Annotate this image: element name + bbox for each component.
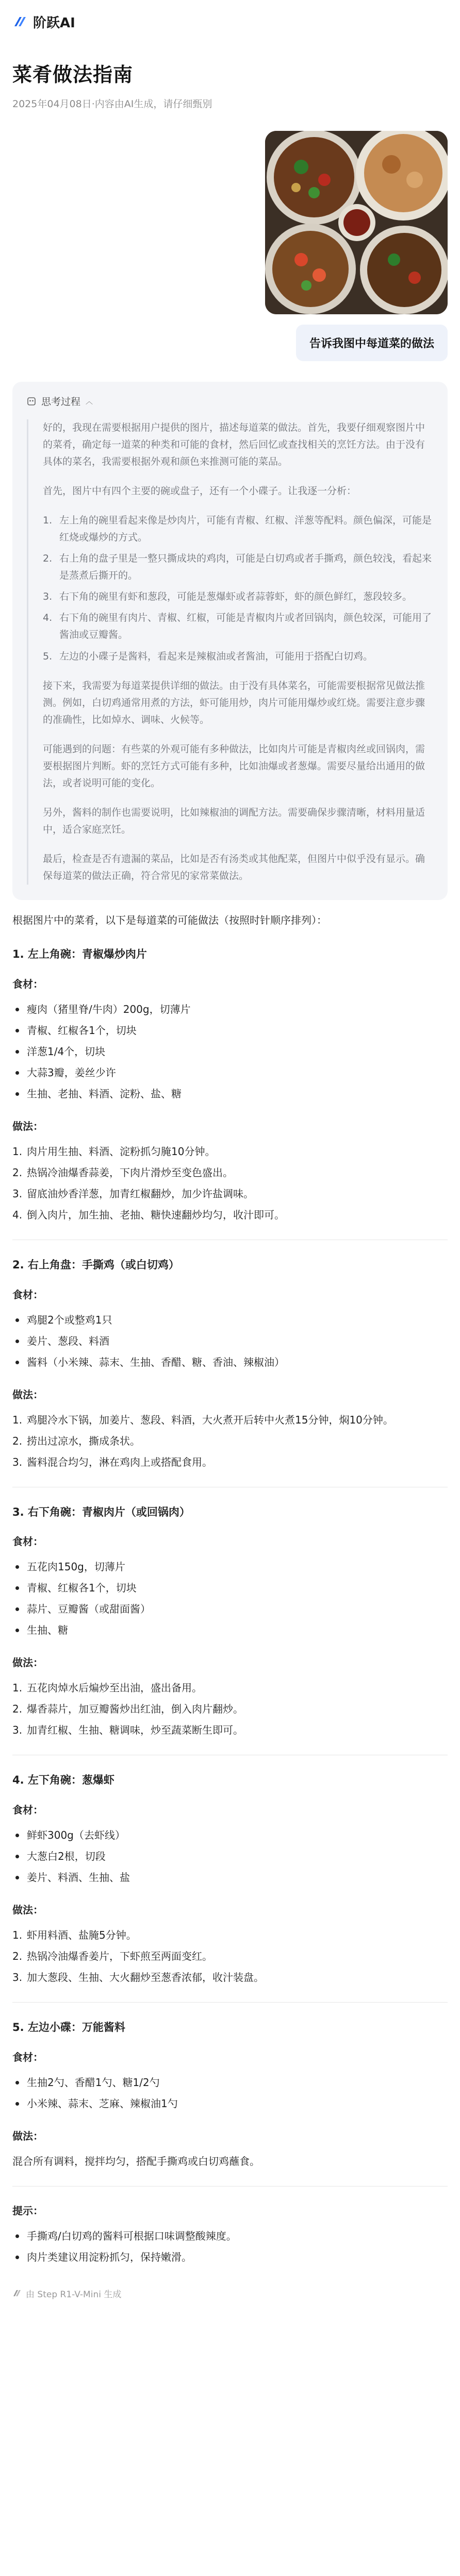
recipe-section [12,1503,448,1740]
tips-list [12,2227,448,2266]
divider [12,2002,448,2003]
list-number: 3. [12,1455,23,1468]
ingredients-label: 食材： [12,1288,43,1301]
list-item [12,1411,448,1429]
list-item: 青椒、红椒各1个，切块 [12,1579,448,1597]
thinking-paragraph: 好的，我现在需要根据用户提供的图片，描述每道菜的做法。首先，我要仔细观察图片中的菜肴，确定每一道菜的种类和可能的食材，然后回忆或查找相关的烹饪方法。由于没有具体的菜名，我需要根据外观和颜色来推测可能的菜品。 [43,422,425,468]
steps-list [12,1143,448,1224]
thinking-list [43,512,433,665]
list-text: 留底油炒香洋葱，加青红椒翻炒，加少许盐调味。 [27,1187,254,1200]
list-number: 1. [12,1929,23,1942]
thinking-paragraph: 接下来，我需要为每道菜提供详细的做法。由于没有具体菜名，可能需要根据常见做法推测。例如，白切鸡通常用煮的方法，虾可能用炒，肉片可能用爆炒或红烧。需要注意步骤的准确性，比如焯水、调味、火候等。 [43,680,425,725]
list-text: 左边的小碟子是酱料，看起来是辣椒油或者酱油，可能用于搭配白切鸡。 [59,650,373,662]
list-text: 热锅冷油爆香姜片，下虾煎至两面变红。 [27,1950,212,1963]
list-text: 右下角的碗里有肉片、青椒、红椒，可能是青椒肉片或者回锅肉，颜色较深，可能用了酱油或豆瓣酱。 [59,612,432,641]
list-number: 1. [12,1682,23,1694]
step-logo-icon [12,2289,22,2298]
list-number: 5. [43,650,53,662]
recipe-title: 4. 左下角碗：葱爆虾 [12,1774,114,1787]
list-text: 捞出过凉水，撕成条状。 [27,1434,140,1447]
thinking-paragraph: 首先，图片中有四个主要的碗或盘子，还有一个小碟子。让我逐一分析： [43,485,357,497]
steps-list [12,1679,448,1739]
thinking-paragraph: 另外，酱料的制作也需要说明，比如辣椒油的调配方法。需要确保步骤清晰，材料用量适中，适合家庭烹饪。 [43,806,425,835]
list-number: 3. [12,1971,23,1984]
thinking-paragraph: 可能遇到的问题：有些菜的外观可能有多种做法，比如肉片可能是青椒肉丝或回锅肉，需要根据图片判断。虾的烹饪方式可能有多种，比如油爆或者葱爆。需要尽量给出通用的做法，或者说明可能的变化。 [43,743,425,789]
brand-header[interactable] [12,0,448,39]
recipe-section [12,945,448,1224]
brand-name: 阶跃AI [33,15,75,31]
ingredients-list [12,1558,448,1639]
thinking-panel [12,382,448,900]
list-item: 蒜片、豆瓣酱（或甜面酱） [12,1600,448,1618]
recipe-title: 3. 右下角碗：青椒肉片（或回锅肉） [12,1505,190,1518]
list-text: 酱料混合均匀，淋在鸡肉上或搭配食用。 [27,1455,212,1468]
brand-logo-icon [12,14,28,29]
list-item [43,648,433,665]
list-number: 2. [43,553,53,565]
ingredients-label: 食材： [12,977,43,990]
recipe-section [12,1256,448,1471]
list-item: 生抽、老抽、料酒、淀粉、盐、糖 [12,1085,448,1103]
steps-text: 混合所有调料，搅拌均匀，搭配手撕鸡或白切鸡蘸食。 [12,2155,260,2167]
tips-section [12,2202,448,2266]
list-item [43,609,433,643]
recipe-title: 1. 左上角碗：青椒爆炒肉片 [12,948,147,961]
list-item [12,1143,448,1161]
list-number: 2. [12,1166,23,1179]
list-text: 加青红椒、生抽、糖调味，炒至蔬菜断生即可。 [27,1724,243,1737]
list-text: 加大葱段、生抽、大火翻炒至葱香浓郁，收汁装盘。 [27,1971,264,1984]
list-item: 洋葱1/4个，切块 [12,1043,448,1061]
list-number: 3. [43,591,53,603]
list-item [43,550,433,584]
food-photo[interactable] [265,131,448,314]
list-text: 左上角的碗里看起来像是炒肉片，可能有青椒、红椒、洋葱等配料。颜色偏深，可能是红烧或爆炒的方式。 [59,515,432,544]
ingredients-label: 食材： [12,1804,43,1817]
steps-label: 做法： [12,1904,43,1917]
list-text: 五花肉焯水后煸炒至出油，盛出备用。 [27,1682,202,1694]
steps-list [12,1411,448,1471]
recipe-section [12,2018,448,2171]
steps-label: 做法： [12,1388,43,1401]
list-text: 右下角的碗里有虾和葱段，可能是葱爆虾或者蒜蓉虾，虾的颜色鲜红，葱段较多。 [59,591,413,603]
answer-intro: 根据图片中的菜肴，以下是每道菜的可能做法（按照时针顺序排列）： [12,914,327,927]
list-item [12,1206,448,1224]
list-item: 姜片、料酒、生抽、盐 [12,1869,448,1887]
list-text: 热锅冷油爆香蒜姜，下肉片滑炒至变色盛出。 [27,1166,233,1179]
ingredients-label: 食材： [12,1535,43,1548]
list-text: 肉片用生抽、料酒、淀粉抓匀腌10分钟。 [27,1145,216,1158]
ingredients-list [12,2074,448,2113]
list-item: 姜片、葱段、料酒 [12,1332,448,1350]
list-item [12,1721,448,1739]
list-text: 倒入肉片，加生抽、老抽、糖快速翻炒均匀，收汁即可。 [27,1208,285,1221]
answer-body [12,911,448,2266]
thinking-icon [27,397,36,406]
footer [12,2287,448,2300]
list-number: 1. [12,1413,23,1426]
divider [12,2186,448,2187]
list-item [43,588,433,605]
list-item [12,1432,448,1450]
list-item: 瘦肉（猪里脊/牛肉）200g，切薄片 [12,1001,448,1019]
user-message-text: 告诉我图中每道菜的做法 [296,325,448,361]
footer-text: 由 Step R1-V-Mini 生成 [26,2289,122,2300]
list-item: 鲜虾300g（去虾线） [12,1826,448,1844]
list-item [12,1926,448,1944]
list-number: 4. [12,1208,23,1221]
list-item: 大葱白2根，切段 [12,1848,448,1866]
list-item [12,1185,448,1203]
list-item: 酱料（小米辣、蒜末、生抽、香醋、糖、香油、辣椒油） [12,1353,448,1371]
thinking-paragraph: 最后，检查是否有遗漏的菜品，比如是否有汤类或其他配菜，但图片中似乎没有显示。确保每道菜的做法正确，符合常见的家常菜做法。 [43,853,425,882]
list-number: 1. [12,1145,23,1158]
thinking-body [27,419,433,885]
list-item: 手撕鸡/白切鸡的酱料可根据口味调整酸辣度。 [12,2227,448,2245]
list-item [43,512,433,546]
list-item [12,1679,448,1697]
list-number: 3. [12,1187,23,1200]
steps-label: 做法： [12,1656,43,1669]
list-number: 2. [12,1434,23,1447]
list-text: 爆香蒜片，加豆瓣酱炒出红油，倒入肉片翻炒。 [27,1703,243,1716]
list-item: 大蒜3瓣，姜丝少许 [12,1064,448,1082]
steps-list [12,1926,448,1987]
list-text: 右上角的盘子里是一整只撕成块的鸡肉，可能是白切鸡或者手撕鸡，颜色较浅，看起来是蒸煮后撕开的。 [59,553,432,582]
list-number: 1. [43,515,53,527]
steps-label: 做法： [12,1120,43,1132]
list-item [12,1700,448,1718]
ingredients-label: 食材： [12,2050,43,2063]
list-number: 2. [12,1950,23,1963]
ingredients-list [12,1001,448,1103]
list-item: 肉片类建议用淀粉抓匀，保持嫩滑。 [12,2248,448,2266]
recipe-section [12,1771,448,1987]
thinking-toggle[interactable] [27,394,433,408]
list-text: 虾用料酒、盐腌5分钟。 [27,1929,137,1942]
list-item [12,1947,448,1965]
list-item: 小米辣、蒜末、芝麻、辣椒油1勺 [12,2095,448,2113]
recipe-title: 5. 左边小碟：万能酱料 [12,2021,125,2034]
list-item [12,1453,448,1471]
ingredients-list [12,1826,448,1887]
list-item: 青椒、红椒各1个，切块 [12,1022,448,1040]
list-number: 2. [12,1703,23,1716]
page-title: 菜肴做法指南 [12,63,134,86]
doc-meta: 2025年04月08日·内容由AI生成，请仔细甄别 [12,98,212,110]
food-photo-image [265,131,448,314]
user-message [12,131,448,361]
list-item: 鸡腿2个或整鸡1只 [12,1311,448,1329]
chevron-up-icon: ︿ [86,397,93,406]
list-item: 生抽、糖 [12,1621,448,1639]
list-number: 4. [43,612,53,624]
recipe-title: 2. 右上角盘：手撕鸡（或白切鸡） [12,1258,179,1271]
list-item: 五花肉150g，切薄片 [12,1558,448,1576]
list-item: 生抽2勺、香醋1勺、糖1/2勺 [12,2074,448,2092]
ingredients-list [12,1311,448,1371]
thinking-label: 思考过程 [41,396,81,408]
steps-label: 做法： [12,2129,43,2142]
list-number: 3. [12,1724,23,1737]
list-item [12,1969,448,1987]
tips-label: 提示： [12,2204,43,2217]
list-text: 鸡腿冷水下锅，加姜片、葱段、料酒，大火煮开后转中火煮15分钟，焖10分钟。 [27,1413,393,1426]
list-item [12,1164,448,1182]
